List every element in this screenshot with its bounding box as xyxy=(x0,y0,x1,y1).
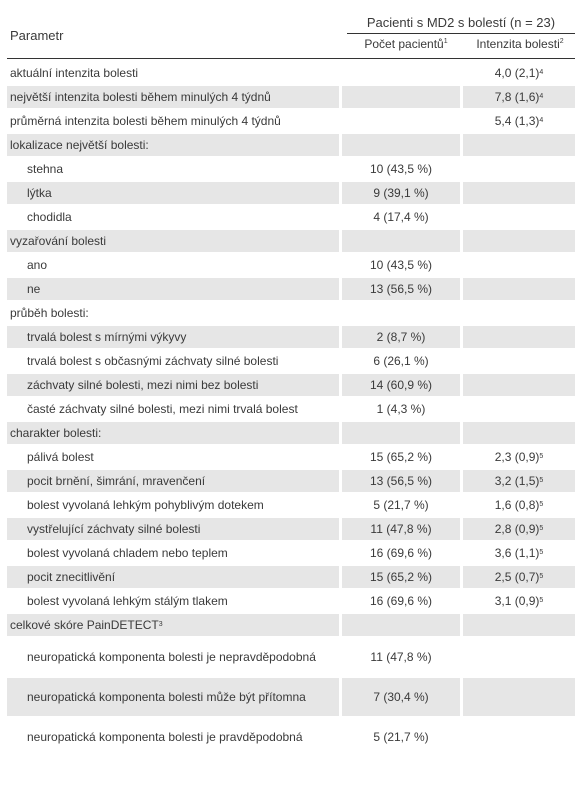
row-intensity xyxy=(463,422,575,444)
row-count: 4 (17,4 %) xyxy=(342,206,460,228)
row-count: 15 (65,2 %) xyxy=(342,446,460,468)
row-intensity xyxy=(463,614,575,636)
table-row xyxy=(7,422,575,444)
table-row xyxy=(7,398,575,420)
row-count: 16 (69,6 %) xyxy=(342,590,460,612)
row-intensity xyxy=(463,182,575,204)
row-label: časté záchvaty silné bolesti, mezi nimi trvalá bolest xyxy=(7,398,339,420)
row-label: bolest vyvolaná lehkým pohyblivým dotekem xyxy=(7,494,339,516)
row-count: 10 (43,5 %) xyxy=(342,254,460,276)
header-group: Pacienti s MD2 s bolestí (n = 23) xyxy=(347,15,575,34)
table-row xyxy=(7,678,575,716)
row-count: 13 (56,5 %) xyxy=(342,278,460,300)
row-label: neuropatická komponenta bolesti může být přítomna xyxy=(7,678,339,716)
row-intensity xyxy=(463,254,575,276)
row-intensity: 2,5 (0,7) 5 xyxy=(463,566,575,588)
row-label: bolest vyvolaná chladem nebo teplem xyxy=(7,542,339,564)
row-label: pocit brnění, šimrání, mravenčení xyxy=(7,470,339,492)
row-count: 2 (8,7 %) xyxy=(342,326,460,348)
table-body xyxy=(7,62,575,756)
row-intensity xyxy=(463,374,575,396)
table-row xyxy=(7,134,575,156)
table-row xyxy=(7,86,575,108)
row-count xyxy=(342,86,460,108)
row-label: průměrná intenzita bolesti během minulých 4 týdnů xyxy=(7,110,339,132)
row-intensity: 7,8 (1,6) 4 xyxy=(463,86,575,108)
row-count: 11 (47,8 %) xyxy=(342,638,460,676)
row-count xyxy=(342,302,460,324)
row-count: 10 (43,5 %) xyxy=(342,158,460,180)
table-row xyxy=(7,278,575,300)
row-count: 1 (4,3 %) xyxy=(342,398,460,420)
row-count xyxy=(342,614,460,636)
row-intensity: 3,1 (0,9) 5 xyxy=(463,590,575,612)
row-intensity: 2,3 (0,9) 5 xyxy=(463,446,575,468)
table-row xyxy=(7,718,575,756)
table-row xyxy=(7,566,575,588)
table-row xyxy=(7,302,575,324)
row-label: průběh bolesti: xyxy=(7,302,339,324)
row-intensity: 3,6 (1,1) 5 xyxy=(463,542,575,564)
table-row xyxy=(7,614,575,636)
row-label: největší intenzita bolesti během minulých 4 týdnů xyxy=(7,86,339,108)
row-intensity xyxy=(463,278,575,300)
row-count: 13 (56,5 %) xyxy=(342,470,460,492)
row-intensity xyxy=(463,678,575,716)
row-count xyxy=(342,110,460,132)
table-row xyxy=(7,350,575,372)
row-count: 7 (30,4 %) xyxy=(342,678,460,716)
row-intensity: 3,2 (1,5) 5 xyxy=(463,470,575,492)
row-label: vyzařování bolesti xyxy=(7,230,339,252)
row-label: neuropatická komponenta bolesti je pravděpodobná xyxy=(7,718,339,756)
row-label: ne xyxy=(7,278,339,300)
row-count: 16 (69,6 %) xyxy=(342,542,460,564)
table-row xyxy=(7,638,575,676)
row-label: chodidla xyxy=(7,206,339,228)
row-label: trvalá bolest s občasnými záchvaty silné bolesti xyxy=(7,350,339,372)
table-row xyxy=(7,518,575,540)
header-intensity: Intenzita bolesti$^2$ xyxy=(476,37,564,51)
row-count: 6 (26,1 %) xyxy=(342,350,460,372)
row-label: vystřelující záchvaty silné bolesti xyxy=(7,518,339,540)
row-intensity xyxy=(463,206,575,228)
row-label: charakter bolesti: xyxy=(7,422,339,444)
table-row xyxy=(7,254,575,276)
table-row xyxy=(7,230,575,252)
row-label: ano xyxy=(7,254,339,276)
table-row xyxy=(7,182,575,204)
table-row xyxy=(7,110,575,132)
row-count xyxy=(342,134,460,156)
row-count xyxy=(342,230,460,252)
row-intensity xyxy=(463,638,575,676)
table-row xyxy=(7,374,575,396)
row-count: 9 (39,1 %) xyxy=(342,182,460,204)
row-intensity xyxy=(463,230,575,252)
row-label: lýtka xyxy=(7,182,339,204)
table-row xyxy=(7,590,575,612)
row-label: záchvaty silné bolesti, mezi nimi bez bolesti xyxy=(7,374,339,396)
row-label: pálivá bolest xyxy=(7,446,339,468)
row-intensity xyxy=(463,158,575,180)
table-row xyxy=(7,206,575,228)
table-row xyxy=(7,470,575,492)
row-intensity xyxy=(463,350,575,372)
table-header xyxy=(7,12,575,59)
row-intensity xyxy=(463,398,575,420)
row-label: lokalizace největší bolesti: xyxy=(7,134,339,156)
row-count: 15 (65,2 %) xyxy=(342,566,460,588)
row-intensity: 1,6 (0,8) 5 xyxy=(463,494,575,516)
row-label: aktuální intenzita bolesti xyxy=(7,62,339,84)
row-count: 5 (21,7 %) xyxy=(342,494,460,516)
row-count: 11 (47,8 %) xyxy=(342,518,460,540)
row-count: 14 (60,9 %) xyxy=(342,374,460,396)
row-label: neuropatická komponenta bolesti je nepravděpodobná xyxy=(7,638,339,676)
row-intensity xyxy=(463,718,575,756)
row-count xyxy=(342,62,460,84)
row-count xyxy=(342,422,460,444)
row-label: stehna xyxy=(7,158,339,180)
row-intensity xyxy=(463,134,575,156)
row-count: 5 (21,7 %) xyxy=(342,718,460,756)
table-row xyxy=(7,446,575,468)
row-intensity: 2,8 (0,9) 5 xyxy=(463,518,575,540)
header-parametr: Parametr xyxy=(10,28,64,43)
row-label: trvalá bolest s mírnými výkyvy xyxy=(7,326,339,348)
pain-table xyxy=(7,12,575,758)
table-row xyxy=(7,542,575,564)
row-intensity: 5,4 (1,3) 4 xyxy=(463,110,575,132)
row-label: bolest vyvolaná lehkým stálým tlakem xyxy=(7,590,339,612)
row-intensity xyxy=(463,302,575,324)
row-intensity xyxy=(463,326,575,348)
row-intensity: 4,0 (2,1) 4 xyxy=(463,62,575,84)
row-label: celkové skóre PainDETECT 3 xyxy=(7,614,339,636)
table-row xyxy=(7,158,575,180)
header-count: Počet pacientů$^1$ xyxy=(364,37,448,51)
table-row xyxy=(7,62,575,84)
table-row xyxy=(7,494,575,516)
row-label: pocit znecitlivění xyxy=(7,566,339,588)
table-row xyxy=(7,326,575,348)
